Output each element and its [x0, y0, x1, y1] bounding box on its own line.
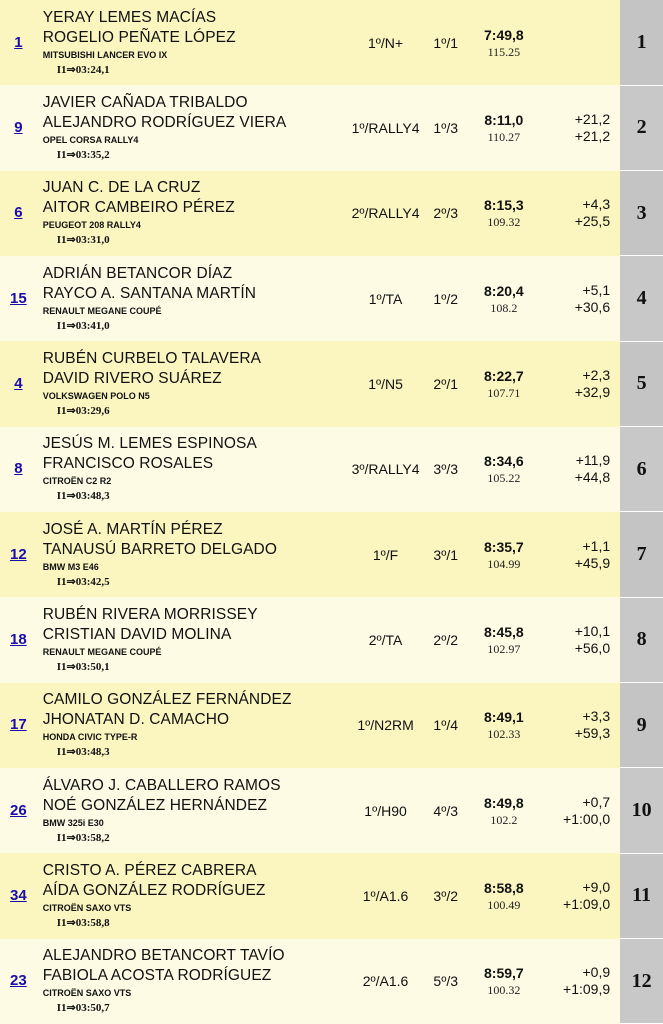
- crew-cell: [37, 939, 349, 1024]
- average-speed: 102.33: [487, 727, 521, 742]
- driver-name: JUAN C. DE LA CRUZ: [42, 179, 201, 197]
- average-speed: 108.2: [490, 300, 518, 315]
- average-speed: 104.99: [487, 556, 521, 571]
- car-number-cell: [0, 256, 37, 341]
- stage-time: 8:49,8: [484, 794, 524, 811]
- stage-time: 8:20,4: [484, 282, 524, 299]
- car-model: VOLKSWAGEN POLO N5: [42, 390, 150, 401]
- codriver-name: DAVID RIVERO SUÁREZ: [42, 369, 222, 387]
- crew-cell: [37, 512, 349, 597]
- car-number-cell: [0, 171, 37, 256]
- overall-position: 9: [620, 683, 663, 768]
- overall-position: 12: [620, 939, 663, 1024]
- stage-time-cell: [469, 427, 538, 512]
- gap-to-previous: +0,9: [582, 964, 611, 981]
- split-time: I1⇒03:50,7: [56, 1002, 110, 1015]
- stage-time: 7:49,8: [484, 26, 524, 43]
- average-speed: 102.97: [487, 641, 521, 656]
- car-model: RENAULT MEGANE COUPÉ: [42, 646, 162, 657]
- gap-to-leader: +21,2: [574, 127, 611, 144]
- gap-to-previous: +4,3: [582, 196, 611, 213]
- codriver-name: AÍDA GONZÁLEZ RODRÍGUEZ: [42, 881, 266, 899]
- crew-cell: [37, 0, 349, 85]
- crew-cell: [37, 341, 349, 426]
- codriver-name: ROGELIO PEÑATE LÓPEZ: [42, 28, 236, 46]
- gap-to-previous: +0,7: [582, 793, 611, 810]
- crew-cell: [37, 683, 349, 768]
- split-time: I1⇒03:41,0: [56, 319, 110, 332]
- stage-time-cell: [469, 341, 538, 426]
- car-number-cell: [0, 512, 37, 597]
- car-number-link[interactable]: 4: [14, 374, 23, 392]
- stage-time-cell: [469, 256, 538, 341]
- split-time: I1⇒03:31,0: [56, 234, 110, 247]
- gap-to-leader: +44,8: [574, 469, 611, 486]
- gap-to-previous: +21,2: [574, 110, 611, 127]
- stage-time-cell: [469, 597, 538, 682]
- gap-to-leader: +1:09,9: [563, 981, 611, 998]
- result-row: [0, 597, 663, 682]
- overall-position: 5: [620, 341, 663, 426]
- result-row: [0, 341, 663, 426]
- gap-cell: [539, 427, 621, 512]
- split-time: I1⇒03:35,2: [56, 148, 110, 161]
- gap-cell: [539, 512, 621, 597]
- result-row: [0, 427, 663, 512]
- stage-time-cell: [469, 683, 538, 768]
- group-position: 3º/3: [422, 427, 469, 512]
- gap-to-previous: +11,9: [575, 452, 611, 469]
- gap-cell: [539, 768, 621, 853]
- result-row: [0, 85, 663, 170]
- gap-cell: [539, 853, 621, 938]
- split-time: I1⇒03:50,1: [56, 660, 110, 673]
- car-number-cell: [0, 683, 37, 768]
- group-position: 1º/1: [422, 0, 469, 85]
- result-row: [0, 853, 663, 938]
- codriver-name: FABIOLA ACOSTA RODRÍGUEZ: [42, 967, 272, 985]
- crew-cell: [37, 427, 349, 512]
- gap-to-leader: +25,5: [574, 213, 611, 230]
- class-position: 1º/H90: [349, 768, 422, 853]
- codriver-name: ALEJANDRO RODRÍGUEZ VIERA: [42, 113, 287, 131]
- class-position: 1º/N5: [349, 341, 422, 426]
- average-speed: 110.27: [487, 129, 521, 144]
- car-number-cell: [0, 0, 37, 85]
- gap-cell: [539, 341, 621, 426]
- result-row: [0, 256, 663, 341]
- split-time: I1⇒03:48,3: [56, 490, 110, 503]
- car-number-cell: [0, 341, 37, 426]
- gap-to-leader: +30,6: [574, 298, 611, 315]
- gap-cell: [539, 85, 621, 170]
- group-position: 4º/3: [422, 768, 469, 853]
- codriver-name: FRANCISCO ROSALES: [42, 455, 214, 473]
- codriver-name: RAYCO A. SANTANA MARTÍN: [42, 284, 257, 302]
- class-position: 1º/TA: [349, 256, 422, 341]
- result-row: [0, 171, 663, 256]
- codriver-name: CRISTIAN DAVID MOLINA: [42, 625, 232, 643]
- driver-name: CRISTO A. PÉREZ CABRERA: [42, 861, 257, 879]
- car-number-link[interactable]: 12: [10, 545, 27, 563]
- stage-time: 8:59,7: [484, 965, 524, 982]
- group-position: 1º/3: [422, 85, 469, 170]
- gap-to-leader: +1:00,0: [563, 810, 611, 827]
- class-position: 2º/RALLY4: [349, 171, 422, 256]
- car-number-link[interactable]: 26: [10, 801, 27, 819]
- stage-time: 8:15,3: [484, 197, 524, 214]
- class-position: 2º/A1.6: [349, 939, 422, 1024]
- driver-name: JESÚS M. LEMES ESPINOSA: [42, 435, 257, 453]
- group-position: 1º/2: [422, 256, 469, 341]
- stage-time: 8:34,6: [484, 453, 524, 470]
- driver-name: CAMILO GONZÁLEZ FERNÁNDEZ: [42, 691, 292, 709]
- car-model: HONDA CIVIC TYPE-R: [42, 732, 138, 743]
- car-number-cell: [0, 768, 37, 853]
- codriver-name: TANAUSÚ BARRETO DELGADO: [42, 540, 277, 558]
- car-number-link[interactable]: 1: [14, 33, 23, 51]
- codriver-name: NOÉ GONZÁLEZ HERNÁNDEZ: [42, 796, 268, 814]
- class-position: 1º/A1.6: [349, 853, 422, 938]
- stage-time: 8:49,1: [484, 709, 524, 726]
- stage-time: 8:11,0: [484, 111, 524, 128]
- crew-cell: [37, 256, 349, 341]
- gap-cell: [539, 597, 621, 682]
- result-row: [0, 939, 663, 1024]
- group-position: 2º/2: [422, 597, 469, 682]
- overall-position: 8: [620, 597, 663, 682]
- class-position: 2º/TA: [349, 597, 422, 682]
- gap-cell: [539, 171, 621, 256]
- car-number-link[interactable]: 34: [10, 886, 27, 904]
- overall-position: 3: [620, 171, 663, 256]
- gap-to-previous: +1,1: [582, 537, 611, 554]
- class-position: 3º/RALLY4: [349, 427, 422, 512]
- driver-name: ÁLVARO J. CABALLERO RAMOS: [42, 776, 281, 794]
- class-position: 1º/N+: [349, 0, 422, 85]
- driver-name: RUBÉN RIVERA MORRISSEY: [42, 605, 258, 623]
- car-model: PEUGEOT 208 RALLY4: [42, 220, 141, 231]
- gap-to-previous: +2,3: [582, 366, 611, 383]
- driver-name: ALEJANDRO BETANCORT TAVÍO: [42, 947, 285, 965]
- driver-name: YERAY LEMES MACÍAS: [42, 8, 217, 26]
- result-row: [0, 683, 663, 768]
- car-number-link[interactable]: 23: [10, 972, 27, 990]
- car-number-link[interactable]: 6: [14, 204, 23, 222]
- stage-time-cell: [469, 853, 538, 938]
- driver-name: RUBÉN CURBELO TALAVERA: [42, 349, 262, 367]
- car-number-link[interactable]: 17: [10, 716, 27, 734]
- car-number-link[interactable]: 18: [10, 630, 27, 648]
- gap-to-previous: +5,1: [582, 281, 611, 298]
- codriver-name: AITOR CAMBEIRO PÉREZ: [42, 199, 235, 217]
- class-position: 1º/RALLY4: [349, 85, 422, 170]
- split-time: I1⇒03:29,6: [56, 404, 110, 417]
- car-number-link[interactable]: 8: [14, 460, 23, 478]
- stage-time: 8:22,7: [484, 367, 524, 384]
- stage-time-cell: [469, 939, 538, 1024]
- average-speed: 107.71: [487, 385, 521, 400]
- stage-time-cell: [469, 768, 538, 853]
- stage-time: 8:45,8: [484, 623, 524, 640]
- car-model: RENAULT MEGANE COUPÉ: [42, 305, 162, 316]
- gap-cell: [539, 256, 621, 341]
- car-model: CITROËN C2 R2: [42, 476, 112, 487]
- class-position: 1º/F: [349, 512, 422, 597]
- overall-position: 2: [620, 85, 663, 170]
- car-model: CITROËN SAXO VTS: [42, 988, 132, 999]
- stage-time-cell: [469, 512, 538, 597]
- crew-cell: [37, 853, 349, 938]
- car-model: BMW M3 E46: [42, 561, 99, 572]
- split-time: I1⇒03:24,1: [56, 63, 110, 76]
- group-position: 5º/3: [422, 939, 469, 1024]
- overall-position: 4: [620, 256, 663, 341]
- car-model: OPEL CORSA RALLY4: [42, 134, 139, 145]
- codriver-name: JHONATAN D. CAMACHO: [42, 711, 230, 729]
- crew-cell: [37, 171, 349, 256]
- overall-position: 7: [620, 512, 663, 597]
- overall-position: 11: [620, 853, 663, 938]
- average-speed: 105.22: [487, 471, 521, 486]
- car-number-cell: [0, 853, 37, 938]
- car-model: CITROËN SAXO VTS: [42, 902, 132, 913]
- gap-cell: [539, 939, 621, 1024]
- stage-time: 8:58,8: [484, 879, 524, 896]
- car-number-cell: [0, 85, 37, 170]
- average-speed: 102.2: [490, 812, 518, 827]
- gap-to-leader: +32,9: [574, 383, 611, 400]
- group-position: 1º/4: [422, 683, 469, 768]
- average-speed: 115.25: [487, 44, 521, 59]
- gap-to-leader: +45,9: [574, 554, 611, 571]
- crew-cell: [37, 768, 349, 853]
- crew-cell: [37, 597, 349, 682]
- car-number-link[interactable]: 9: [14, 118, 23, 136]
- split-time: I1⇒03:58,8: [56, 916, 110, 929]
- gap-to-leader: +56,0: [574, 639, 611, 656]
- gap-cell: [539, 683, 621, 768]
- overall-position: 10: [620, 768, 663, 853]
- result-row: [0, 0, 663, 85]
- car-number-link[interactable]: 15: [10, 289, 27, 307]
- split-time: I1⇒03:48,3: [56, 746, 110, 759]
- gap-to-previous: +10,1: [574, 622, 611, 639]
- result-row: [0, 512, 663, 597]
- split-time: I1⇒03:58,2: [56, 831, 110, 844]
- class-position: 1º/N2RM: [349, 683, 422, 768]
- driver-name: JOSÉ A. MARTÍN PÉREZ: [42, 520, 223, 538]
- driver-name: ADRIÁN BETANCOR DÍAZ: [42, 264, 233, 282]
- car-model: MITSUBISHI LANCER EVO IX: [42, 49, 168, 60]
- average-speed: 100.32: [487, 983, 521, 998]
- group-position: 2º/1: [422, 341, 469, 426]
- group-position: 3º/2: [422, 853, 469, 938]
- gap-to-leader: +1:09,0: [563, 895, 611, 912]
- stage-time-cell: [469, 85, 538, 170]
- split-time: I1⇒03:42,5: [56, 575, 110, 588]
- overall-position: 6: [620, 427, 663, 512]
- average-speed: 109.32: [487, 215, 521, 230]
- average-speed: 100.49: [487, 897, 521, 912]
- car-number-cell: [0, 939, 37, 1024]
- group-position: 3º/1: [422, 512, 469, 597]
- gap-to-previous: +3,3: [582, 708, 611, 725]
- gap-to-leader: +59,3: [574, 725, 611, 742]
- car-model: BMW 325i E30: [42, 817, 104, 828]
- car-number-cell: [0, 427, 37, 512]
- crew-cell: [37, 85, 349, 170]
- gap-cell: [539, 0, 621, 85]
- stage-time-cell: [469, 171, 538, 256]
- stage-time-cell: [469, 0, 538, 85]
- overall-position: 1: [620, 0, 663, 85]
- stage-time: 8:35,7: [484, 538, 524, 555]
- result-row: [0, 768, 663, 853]
- car-number-cell: [0, 597, 37, 682]
- group-position: 2º/3: [422, 171, 469, 256]
- gap-to-previous: +9,0: [582, 878, 611, 895]
- driver-name: JAVIER CAÑADA TRIBALDO: [42, 93, 248, 111]
